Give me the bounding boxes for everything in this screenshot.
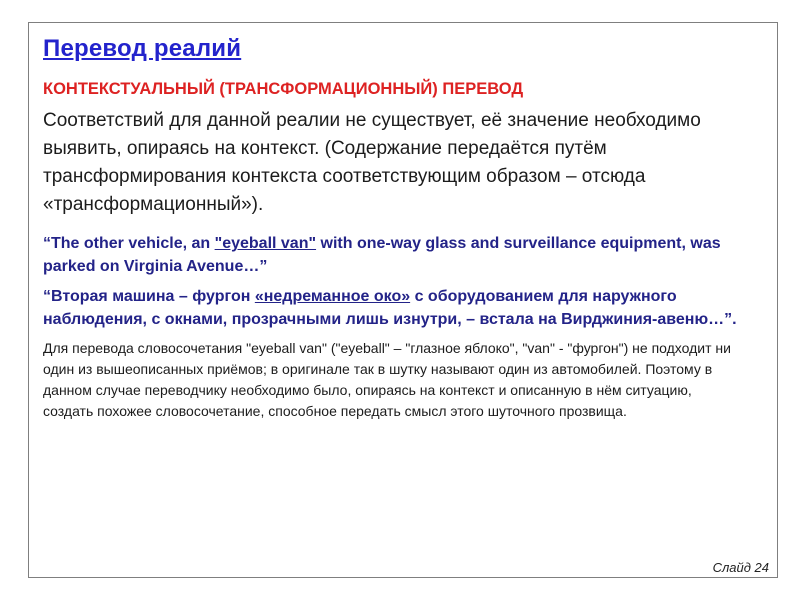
quote-russian: “Вторая машина – фургон «недреманное око» с оборудованием для наружного наблюдения, с окнами, прозрачными лишь изнутри, – встала на Вирджиния-авеню…”. (43, 288, 737, 328)
slide-title: Перевод реалий (43, 35, 242, 62)
explanation-paragraph: Для перевода словосочетания "eyeball van" ("eyeball" – "глазное яблоко", "van" - "фургон") не подходит ни один из вышеописанных приёмов; в оригинале так в шутку называют один из автомобилей. Поэтому в данном случае переводчику необходимо было, опираясь на контекст и описанную в нём ситуацию, создать похожее словосочетание, способное передать смысл этого шуточного прозвища. (43, 340, 731, 419)
slide-frame (28, 22, 778, 578)
section-heading: КОНТЕКСТУАЛЬНЫЙ (ТРАНСФОРМАЦИОННЫЙ) ПЕРЕВОД (43, 80, 524, 98)
definition-paragraph: Соответствий для данной реалии не существует, её значение необходимо выявить, опираясь на контекст. (Содержание передаётся путём трансформирования контекста соответствующим образом – отсюда «трансформационный»). (43, 110, 701, 215)
quote-english: “The other vehicle, an "eyeball van" with one-way glass and surveillance equipment, was parked on Virginia Avenue…” (43, 235, 721, 275)
slide-number: Слайд 24 (712, 560, 769, 575)
